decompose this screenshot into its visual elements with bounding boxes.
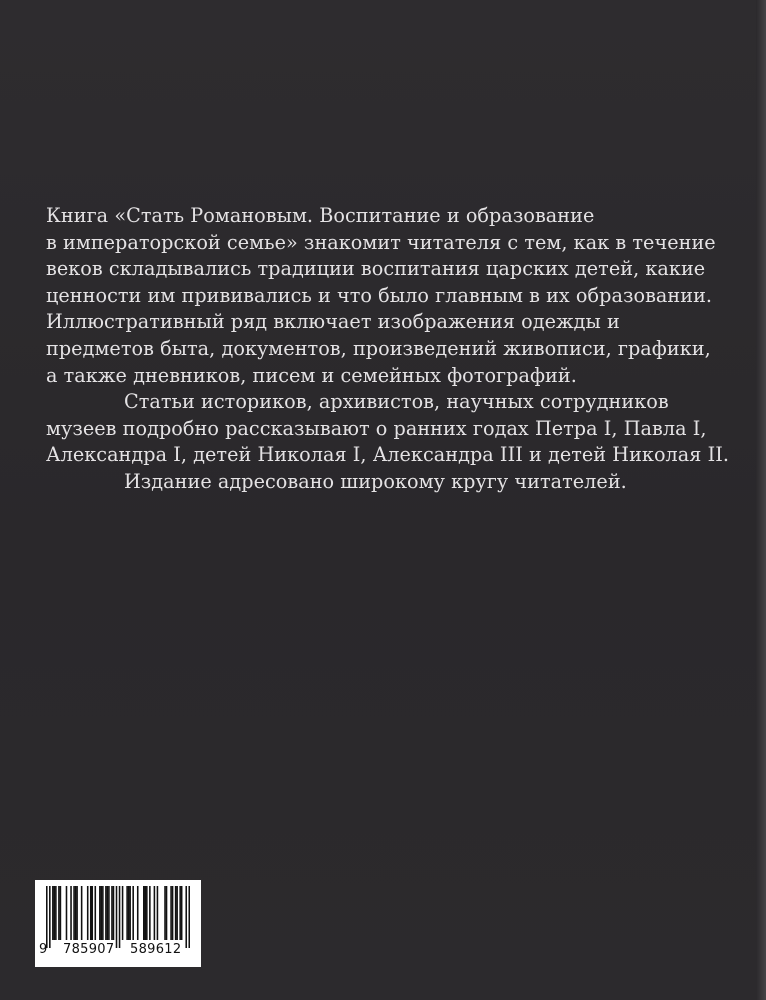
barcode-bar [170,886,172,940]
barcode-bar [105,886,107,940]
barcode-bar [54,886,56,940]
description-line: Иллюстративный ряд включает изображения одежды и [46,310,620,334]
isbn-barcode [35,880,201,967]
isbn-first-digit: 9 [39,942,48,957]
barcode-bar [176,886,178,940]
description-line: предметов быта, документов, произведений живописи, графики, [46,336,711,360]
barcode-bar [108,886,110,940]
barcode-bar [154,886,156,940]
barcode-bar [107,886,109,940]
barcode-bar [116,886,118,948]
barcode-bar [102,886,104,940]
barcode-bar [99,886,101,940]
barcode-bar [164,886,166,940]
description-line: Издание адресовано широкому кругу читателей. [124,469,627,493]
isbn-digits [35,942,201,962]
isbn-left-group: 785907 [63,942,115,957]
barcode-bar [166,886,168,940]
barcode-bar [132,886,134,940]
barcode-bar [119,886,121,948]
barcode-bar [137,886,139,940]
barcode-bar [70,886,72,940]
barcode-bar [181,886,183,940]
barcode-bar [55,886,57,940]
barcode-bar [179,886,181,940]
barcode-bar [149,886,151,940]
description-line: веков складывались традиции воспитания царских детей, какие [46,257,706,281]
description-line: в императорской семье» знакомит читателя с тем, как в течение [46,230,716,254]
barcode-bar [143,886,145,940]
barcode-bars [46,886,190,948]
description-line: а также дневников, писем и семейных фотографий. [46,363,577,387]
description-line: Статьи историков, архивистов, научных сотрудников [124,390,669,414]
barcode-bar [66,886,68,940]
barcode-bar [73,886,75,940]
barcode-bar [75,886,77,940]
barcode-bar [46,886,48,948]
barcode-bar [95,886,97,940]
barcode-bar [101,886,103,940]
barcode-bar [113,886,115,940]
description-line: ценности им прививались и что было главным в их образовании. [46,283,713,307]
barcode-bar [126,886,128,940]
isbn-right-group: 589612 [130,942,182,957]
barcode-bar [172,886,174,940]
barcode-bar [145,886,147,940]
cover-edge [756,0,766,1000]
barcode-bar [122,886,124,940]
barcode-bar [58,886,60,940]
barcode-bar [91,886,93,940]
barcode-bar [49,886,51,948]
barcode-bar [90,886,92,940]
book-description [46,203,746,496]
description-line: Книга «Стать Романовым. Воспитание и образование [46,204,595,227]
barcode-bar [128,886,130,940]
barcode-bar [129,886,131,940]
barcode-bar [60,886,62,940]
barcode-bar [87,886,89,940]
barcode-bar [175,886,177,940]
barcode-bar [76,886,78,940]
barcode-bar [111,886,113,940]
description-line: музеев подробно рассказывают о ранних годах Петра I, Павла I, [46,416,707,440]
barcode-bar [146,886,148,940]
description-line: Александра I, детей Николая I, Александра III и детей Николая II. [46,443,729,467]
barcode-bar [52,886,54,940]
barcode-bar [188,886,190,948]
barcode-bar [81,886,83,940]
barcode-bar [185,886,187,948]
barcode-bar [157,886,159,940]
